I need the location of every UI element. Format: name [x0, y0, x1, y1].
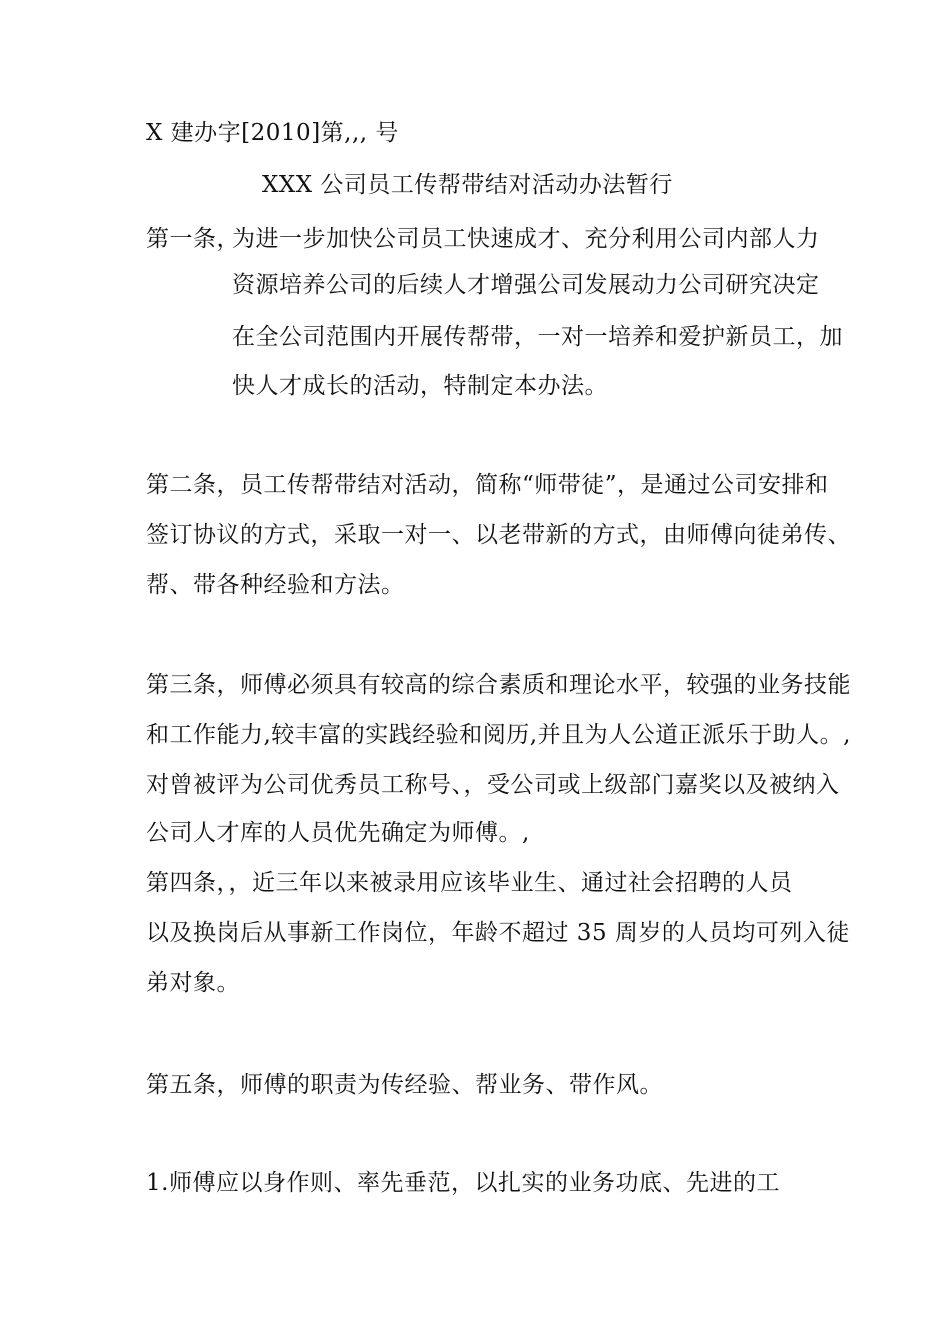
article-4-line-1: 第四条，，近三年以来被录用应该毕业生、通过社会招聘的人员	[146, 870, 793, 896]
article-1-line-4: 快人才成长的活动，特制定本办法。	[232, 373, 608, 399]
article-1-line-2: 资源培养公司的后续人才增强公司发展动力公司研究决定	[232, 272, 820, 298]
article-4-line-3: 弟对象。	[146, 970, 240, 996]
item-1-line-1: 1.师傅应以身作则、率先垂范，以扎实的业务功底、先进的工	[146, 1170, 780, 1196]
article-2-line-1: 第二条，员工传帮带结对活动，简称“师带徒”，是通过公司安排和	[146, 472, 829, 498]
article-2-line-2: 签订协议的方式，采取一对一、以老带新的方式，由师傅向徒弟传、	[146, 522, 851, 548]
article-4-line-2: 以及换岗后从事新工作岗位，年龄不超过 35 周岁的人员均可列入徒	[146, 920, 850, 946]
article-3-line-2: 和工作能力,较丰富的实践经验和阅历,并且为人公道正派乐于助人。,	[146, 722, 851, 748]
document-number: X 建办字[2010]第,,, 号	[146, 120, 399, 146]
article-3-line-1: 第三条，师傅必须具有较高的综合素质和理论水平，较强的业务技能	[146, 672, 851, 698]
article-2-line-3: 帮、带各种经验和方法。	[146, 572, 405, 598]
article-1-line-1: 为进一步加快公司员工快速成才、充分利用公司内部人力	[232, 226, 820, 252]
article-3-line-4: 公司人才库的人员优先确定为师傅。,	[146, 820, 530, 846]
article-5-line-1: 第五条，师傅的职责为传经验、帮业务、带作风。	[146, 1072, 663, 1098]
article-3-line-3: 对曾被评为公司优秀员工称号、，受公司或上级部门嘉奖以及被纳入	[146, 772, 840, 798]
article-1-label: 第一条，	[146, 226, 240, 252]
article-1-line-3: 在全公司范围内开展传帮带，一对一培养和爱护新员工，加	[232, 324, 843, 350]
document-title: XXX 公司员工传帮带结对活动办法暂行	[262, 172, 673, 198]
